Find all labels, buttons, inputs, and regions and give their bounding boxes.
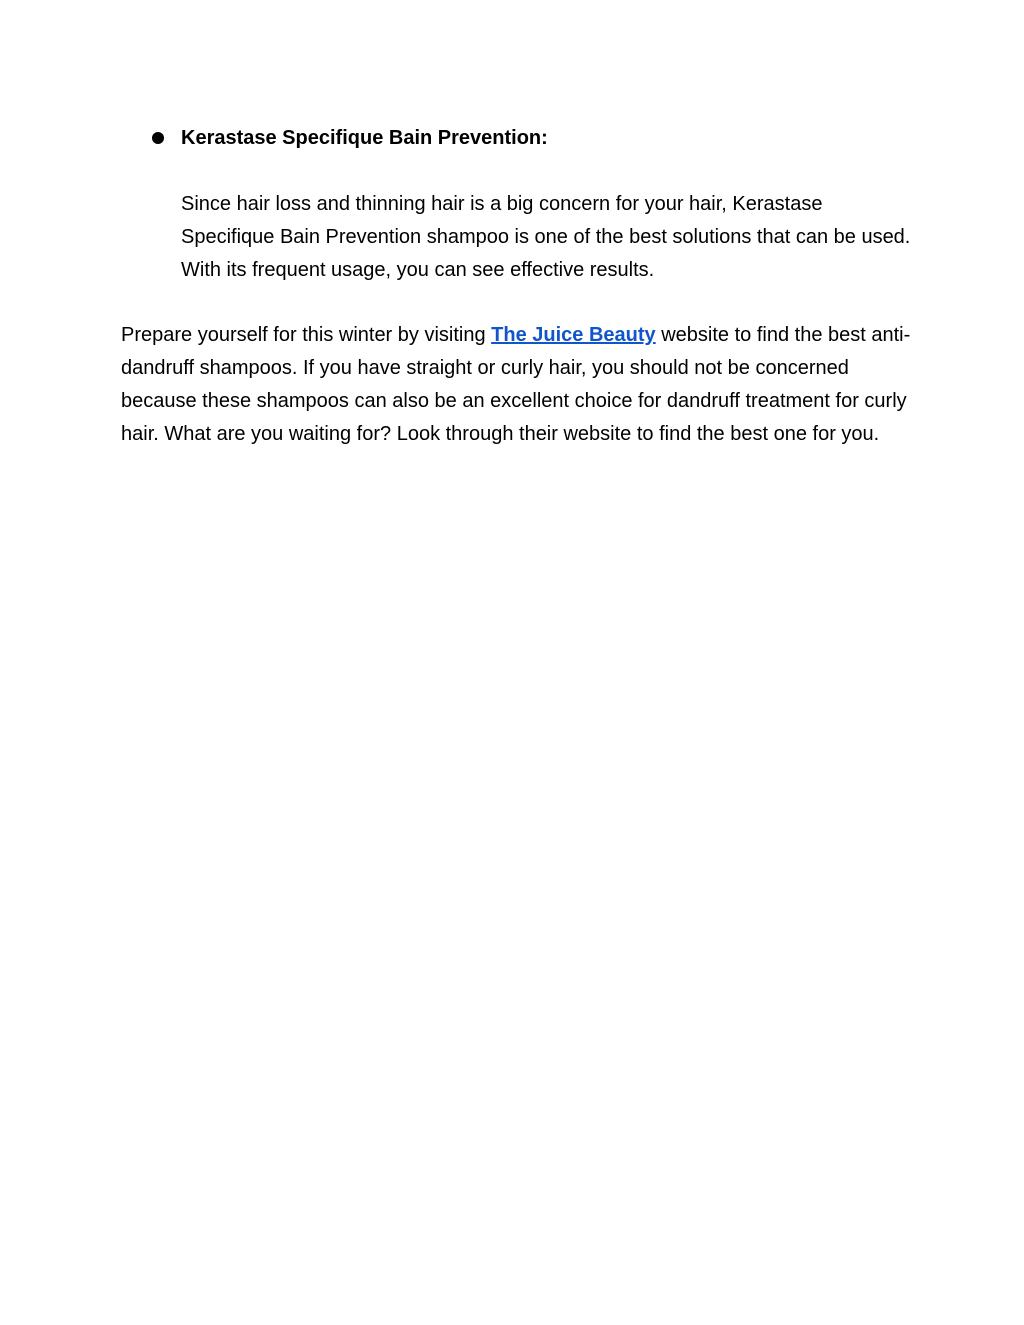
bullet-dot-icon <box>152 132 164 144</box>
bullet-body-text: Since hair loss and thinning hair is a big concern for your hair, Kerastase Specifique Bain Prevention shampoo is one of the best solutions that can be used. With its frequent usage, you can see effective results. <box>181 193 911 281</box>
paragraph-text-before-link: Prepare yourself for this winter by visiting <box>121 324 492 346</box>
closing-paragraph <box>121 319 911 451</box>
paragraph-text-after-link: website to find the best anti-dandruff shampoos. If you have straight or curly hair, you should not be concerned because these shampoos can also be an excellent choice for dandruff treatment for curly hair. What are you waiting for? Look through their website to find the best one for you. <box>121 324 911 445</box>
the-juice-beauty-link[interactable]: The Juice Beauty <box>491 324 656 346</box>
bullet-heading: Kerastase Specifique Bain Prevention: <box>181 127 548 149</box>
